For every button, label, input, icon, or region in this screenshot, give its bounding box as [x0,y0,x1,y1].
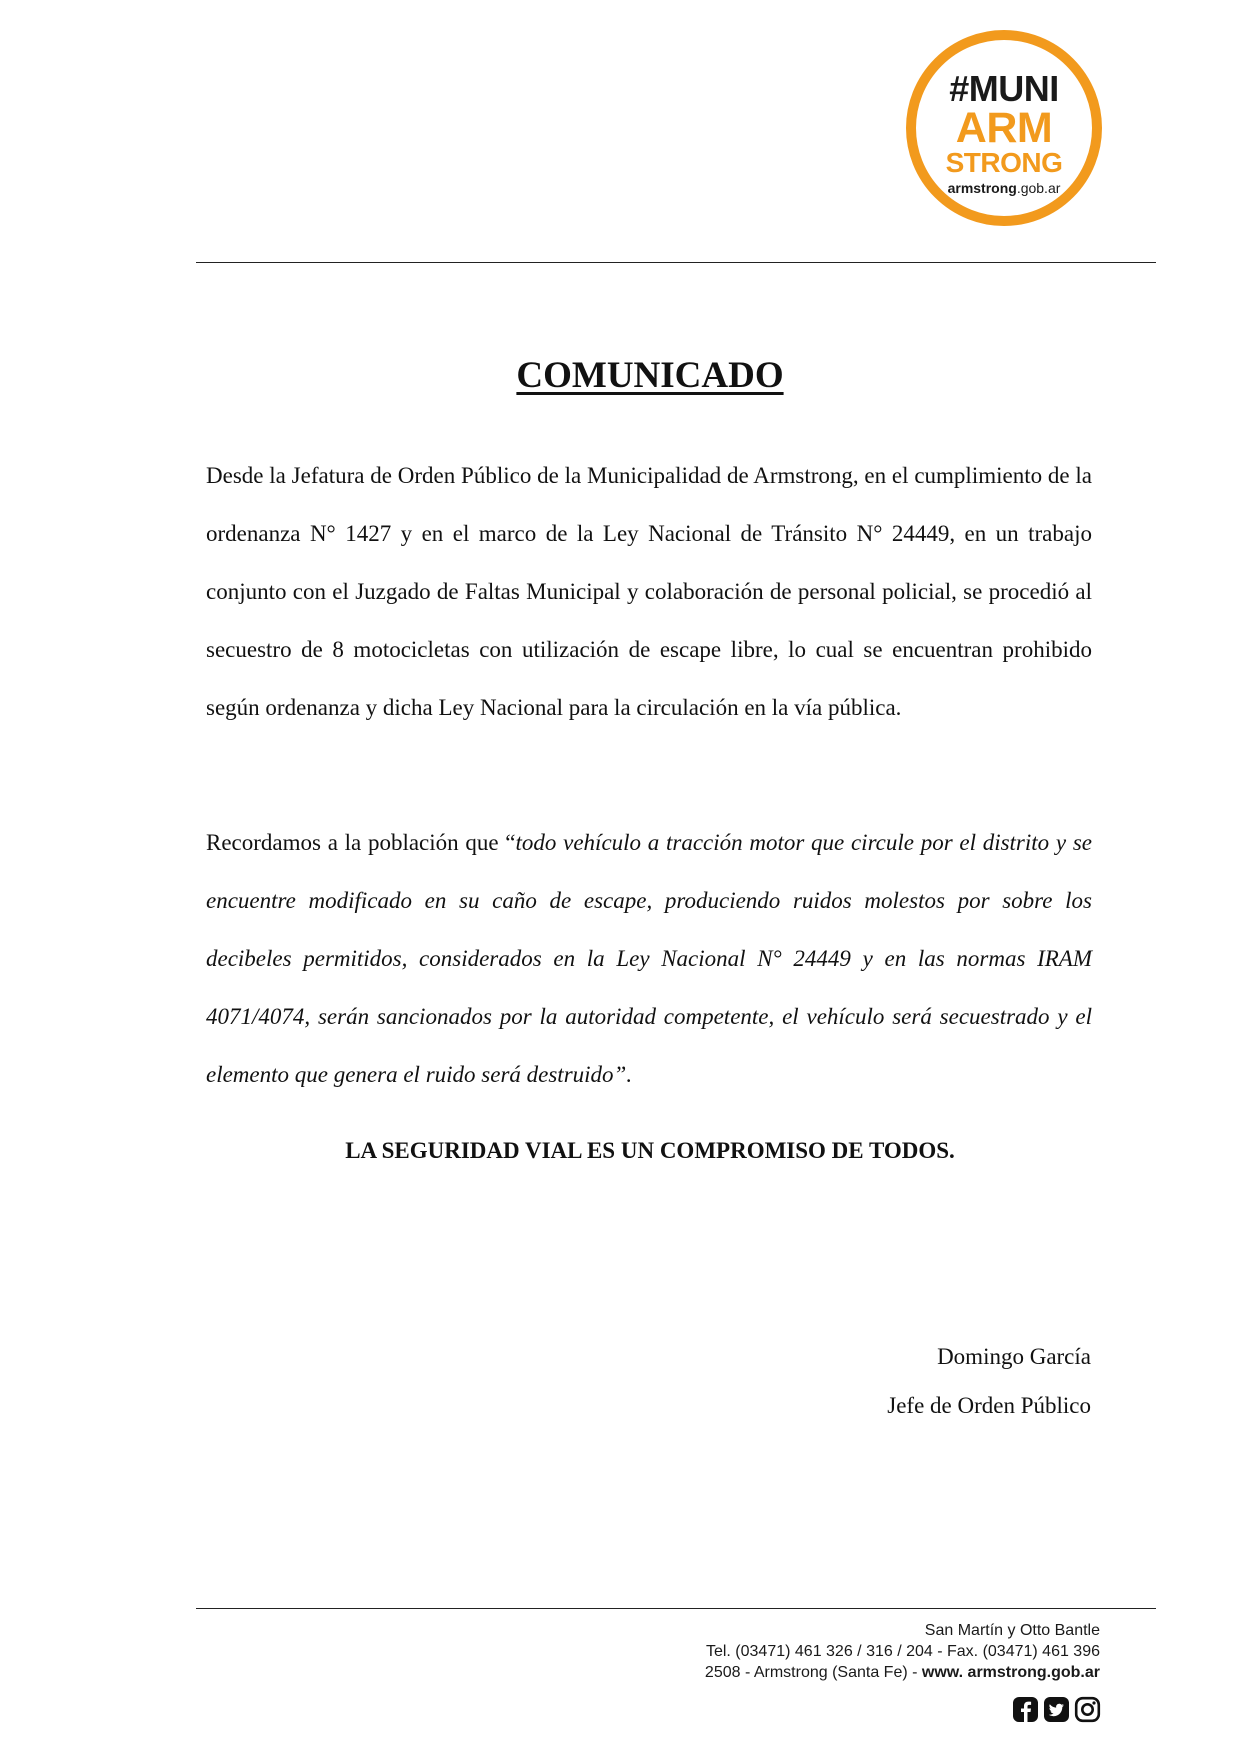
document-title: COMUNICADO [516,355,784,396]
twitter-icon[interactable] [1043,1696,1070,1723]
paragraph-2 [206,814,1092,1104]
municipality-logo [906,30,1102,226]
logo-domain-bold: armstrong [947,180,1017,196]
signature-role: Jefe de Orden Público [887,1393,1091,1418]
footer-divider [196,1608,1156,1609]
paragraph-1: Desde la Jefatura de Orden Público de la Municipalidad de Armstrong, en el cumplimiento de la ordenanza N° 1427 y en el marco de la Ley Nacional de Tránsito N° 24449, en un trabajo conjunto con el Juzgado de Faltas Municipal y colaboración de personal policial, se procedió al secuestro de 8 motocicletas con utilización de escape libre, lo cual se encuentran prohibido según ordenanza y dicha Ley Nacional para la circulación en la vía pública. [206,463,1092,720]
footer-city: 2508 - Armstrong (Santa Fe) - [704,1664,922,1681]
header-divider [196,262,1156,263]
footer-phones: Tel. (03471) 461 326 / 316 / 204 - Fax. (03471) 461 396 [705,1643,1100,1660]
logo-line-3: STRONG [945,147,1063,178]
logo-line-2: ARM [955,104,1053,152]
signature-name: Domingo García [937,1344,1091,1369]
social-icons [1012,1696,1101,1723]
footer-city-line [705,1664,1100,1682]
footer-address: San Martín y Otto Bantle [924,1622,1100,1639]
instagram-icon[interactable] [1074,1696,1101,1723]
slogan: LA SEGURIDAD VIAL ES UN COMPROMISO DE TODOS. [345,1138,955,1163]
logo-domain [916,180,1092,196]
paragraph-2-intro: Recordamos a la población que “ [206,830,516,855]
paragraph-2-quote: todo vehículo a tracción motor que circule por el distrito y se encuentre modificado en su caño de escape, produciendo ruidos molestos por sobre los decibeles permitidos, considerados en la Ley Nacional N° 24449 y en las normas IRAM 4071/4074, serán sancionados por la autoridad competente, el vehículo será secuestrado y el elemento que genera el ruido será destruido”. [206,830,1092,1087]
logo-domain-rest: .gob.ar [1016,180,1061,196]
footer-website[interactable]: www. armstrong.gob.ar [921,1664,1100,1681]
logo-line-1: #MUNI [949,68,1059,109]
facebook-icon[interactable] [1012,1696,1039,1723]
